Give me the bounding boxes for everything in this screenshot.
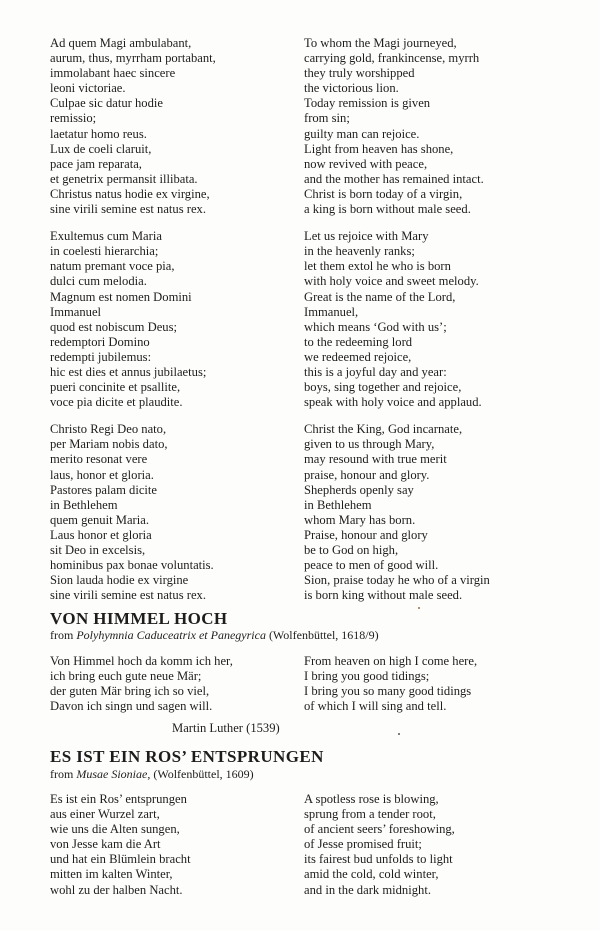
print-speck: [418, 607, 420, 609]
verse-line: natum premant voce pia,: [50, 259, 175, 274]
verse-line: Shepherds openly say: [304, 482, 414, 497]
stanza: [50, 792, 302, 898]
verse-line: Lux de coeli claruit,: [50, 141, 152, 156]
verse-line: of which I will sing and tell.: [304, 699, 447, 714]
verse-line: boys, sing together and rejoice,: [304, 380, 462, 395]
verse-line: Immanuel: [50, 304, 102, 319]
verse-line: et genetrix permansit illibata.: [50, 171, 198, 186]
verse-line: Praise, honour and glory: [304, 527, 428, 542]
stanza: [304, 792, 594, 898]
verse-line: Christus natus hodie ex virgine,: [50, 186, 210, 201]
verse-line: From heaven on high I come here,: [304, 654, 478, 668]
verse-line: in the heavenly ranks;: [304, 244, 415, 259]
verse-line: the victorious lion.: [304, 81, 399, 96]
verse-line: voce pia dicite et plaudite.: [50, 395, 183, 410]
verse-line: laus, honor et gloria.: [50, 467, 154, 482]
verse-line: per Mariam nobis dato,: [50, 437, 168, 452]
author-attribution: Martin Luther (1539): [172, 721, 280, 735]
section-source-von-himmel-hoch: from Polyhymnia Caduceatrix et Panegyrica (Wolfenbüttel, 1618/9): [50, 628, 379, 642]
verse-line: Es ist ein Ros’ entsprungen: [50, 792, 187, 806]
verse-line: Davon ich singn und sagen will.: [50, 699, 213, 714]
verse-line: of Jesse promised fruit;: [304, 837, 422, 852]
verse-line: Culpae sic datur hodie: [50, 96, 163, 111]
verse-line: immolabant haec sincere: [50, 66, 176, 81]
verse-line: Light from heaven has shone,: [304, 141, 454, 156]
verse-line: To whom the Magi journeyed,: [304, 36, 457, 50]
verse-line: hic est dies et annus jubilaetus;: [50, 364, 207, 379]
verse-line: Magnum est nomen Domini: [50, 289, 192, 304]
verse-line: may resound with true merit: [304, 452, 447, 467]
verse-line: wie uns die Alten sungen,: [50, 822, 180, 837]
verse-line: a king is born without male seed.: [304, 202, 471, 217]
verse-line: its fairest bud unfolds to light: [304, 852, 453, 867]
stanza: [50, 422, 302, 603]
english-translation-column: [304, 36, 594, 603]
verse-line: and in the dark midnight.: [304, 882, 431, 897]
verse-line: sine virili semine est natus rex.: [50, 588, 206, 603]
verse-line: und hat ein Blümlein bracht: [50, 852, 191, 867]
verse-line: to the redeeming lord: [304, 334, 413, 349]
verse-line: in coelesti hierarchia;: [50, 244, 159, 259]
verse-line: they truly worshipped: [304, 66, 415, 81]
verse-line: laetatur homo reus.: [50, 126, 147, 141]
source-title: Polyhymnia Caduceatrix et Panegyrica: [76, 628, 266, 642]
verse-line: which means ‘God with us’;: [304, 319, 447, 334]
verse-line: this is a joyful day and year:: [304, 364, 447, 379]
verse-line: and the mother has remained intact.: [304, 171, 484, 186]
english-translation-column: [304, 792, 594, 898]
german-text-column: [50, 654, 302, 714]
verse-line: carrying gold, frankincense, myrrh: [304, 51, 480, 66]
german-text-column: [50, 792, 302, 898]
source-title: Musae Sioniae: [76, 767, 148, 781]
verse-line: be to God on high,: [304, 543, 399, 557]
stanza: [304, 654, 594, 714]
verse-line: we redeemed rejoice,: [304, 349, 412, 364]
verse-line: now revived with peace,: [304, 156, 428, 171]
verse-line: sine virili semine est natus rex.: [50, 202, 206, 217]
verse-line: sprung from a tender root,: [304, 807, 436, 822]
verse-line: guilty man can rejoice.: [304, 126, 420, 141]
verse-line: von Jesse kam die Art: [50, 837, 161, 852]
stanza: [304, 229, 594, 410]
verse-line: leoni victoriae.: [50, 81, 126, 96]
verse-line: merito resonat vere: [50, 452, 148, 467]
verse-line: Today remission is given: [304, 96, 431, 111]
verse-line: whom Mary has born.: [304, 512, 416, 527]
verse-line: amid the cold, cold winter,: [304, 867, 439, 882]
verse-line: Let us rejoice with Mary: [304, 229, 429, 244]
verse-line: A spotless rose is blowing,: [304, 792, 439, 806]
verse-line: Von Himmel hoch da komm ich her,: [50, 654, 233, 668]
verse-line: hominibus pax bonae voluntatis.: [50, 558, 214, 573]
verse-line: Sion lauda hodie ex virgine: [50, 573, 189, 588]
verse-line: praise, honour and glory.: [304, 467, 430, 482]
verse-line: from sin;: [304, 111, 350, 126]
verse-line: with holy voice and sweet melody.: [304, 274, 479, 289]
verse-line: Ad quem Magi ambulabant,: [50, 36, 192, 50]
stanza: [50, 36, 302, 217]
verse-line: remissio;: [50, 111, 97, 126]
verse-line: redempti jubilemus:: [50, 349, 152, 364]
verse-line: I bring you so many good tidings: [304, 684, 472, 699]
verse-line: quod est nobiscum Deus;: [50, 319, 177, 334]
verse-line: redemptori Domino: [50, 334, 150, 349]
stanza: [304, 422, 594, 603]
verse-line: is born king without male seed.: [304, 588, 463, 603]
print-speck: [398, 733, 400, 735]
verse-line: wohl zu der halben Nacht.: [50, 882, 183, 897]
verse-line: sit Deo in excelsis,: [50, 543, 146, 557]
verse-line: ich bring euch gute neue Mär;: [50, 669, 202, 684]
verse-line: aus einer Wurzel zart,: [50, 807, 160, 822]
verse-line: in Bethlehem: [50, 497, 118, 512]
stanza: [50, 229, 302, 410]
verse-line: I bring you good tidings;: [304, 669, 430, 684]
verse-line: pace jam reparata,: [50, 156, 142, 171]
verse-line: of ancient seers’ foreshowing,: [304, 822, 455, 837]
verse-line: quem genuit Maria.: [50, 512, 149, 527]
verse-line: Pastores palam dicite: [50, 482, 158, 497]
verse-line: Christ the King, God incarnate,: [304, 422, 463, 437]
verse-line: aurum, thus, myrrham portabant,: [50, 51, 216, 66]
section-source-es-ist-ein-ros: from Musae Sioniae, (Wolfenbüttel, 1609): [50, 767, 254, 781]
verse-line: in Bethlehem: [304, 497, 372, 512]
verse-line: Laus honor et gloria: [50, 527, 152, 542]
section-heading-es-ist-ein-ros: ES IST EIN ROS’ ENTSPRUNGEN: [50, 747, 324, 766]
stanza: [304, 36, 594, 217]
verse-line: Sion, praise today he who of a virgin: [304, 573, 490, 588]
verse-line: Exultemus cum Maria: [50, 229, 162, 244]
stanza: [50, 654, 302, 714]
verse-line: Great is the name of the Lord,: [304, 289, 456, 304]
english-translation-column: [304, 654, 594, 714]
verse-line: given to us through Mary,: [304, 437, 435, 452]
verse-line: dulci cum melodia.: [50, 274, 147, 289]
verse-line: Christ is born today of a virgin,: [304, 186, 463, 201]
verse-line: peace to men of good will.: [304, 558, 439, 573]
verse-line: let them extol he who is born: [304, 259, 451, 274]
section-heading-von-himmel-hoch: VON HIMMEL HOCH: [50, 609, 228, 628]
verse-line: pueri concinite et psallite,: [50, 380, 181, 395]
verse-line: der guten Mär bring ich so viel,: [50, 684, 210, 699]
verse-line: mitten im kalten Winter,: [50, 867, 173, 882]
verse-line: speak with holy voice and applaud.: [304, 395, 482, 410]
latin-text-column: [50, 36, 302, 603]
verse-line: Christo Regi Deo nato,: [50, 422, 167, 437]
verse-line: Immanuel,: [304, 304, 359, 319]
